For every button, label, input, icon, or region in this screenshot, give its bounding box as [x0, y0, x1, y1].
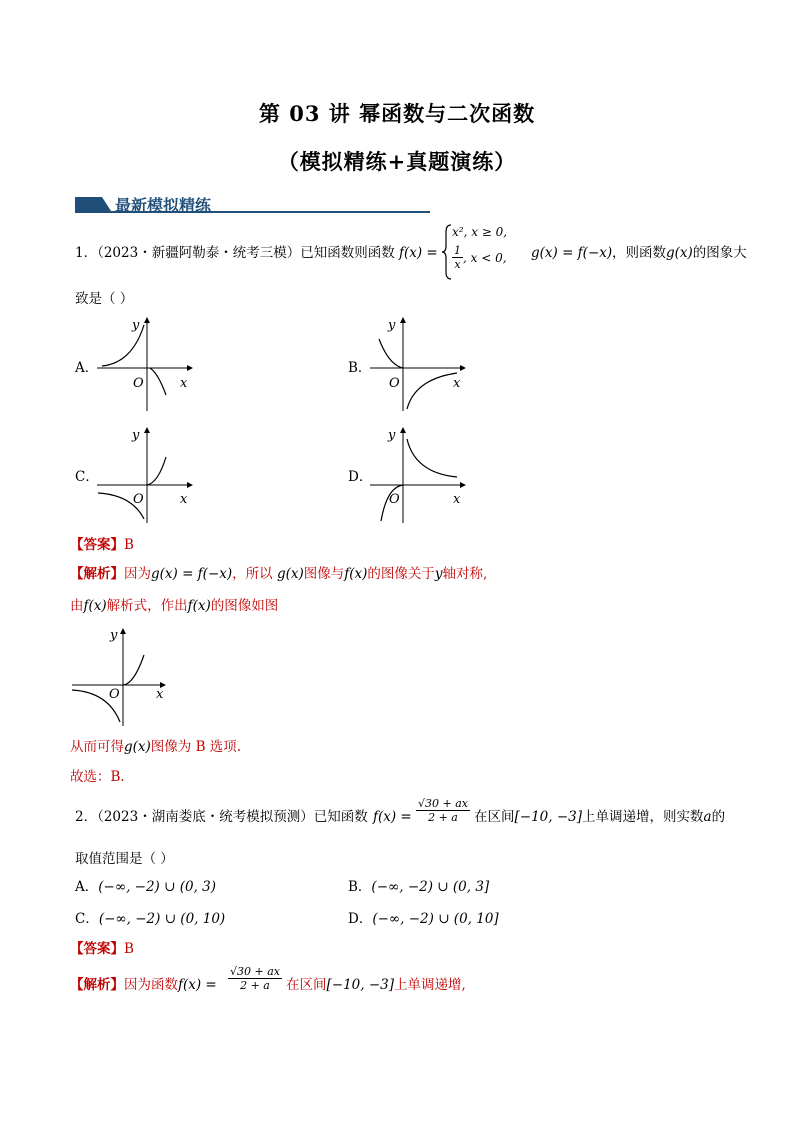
- q1-analysis-graph: [68, 622, 178, 727]
- q2-interval: [−10, −3]: [514, 809, 583, 825]
- q1-a1-y: y: [434, 566, 443, 582]
- q2-line1: [75, 808, 368, 826]
- section-header: [75, 197, 430, 219]
- q1-answer: [70, 536, 134, 554]
- q2-option-c: [75, 910, 225, 928]
- q2-analysis-frac-den: 2 + a: [240, 979, 270, 992]
- q1-a1-c: 图像与: [303, 566, 345, 582]
- q1-graph-c: [92, 423, 202, 523]
- q2-answer: [70, 940, 134, 958]
- graph-d-origin-label: O: [389, 492, 400, 507]
- q1-a3-g: g(x): [124, 739, 151, 755]
- q1-analysis-line1: [70, 565, 487, 583]
- q1-tail-b: 的图象大: [692, 245, 747, 261]
- graph-b-x-label: x: [453, 376, 461, 391]
- q2-option-d-label: D．: [348, 911, 373, 927]
- q1-graph-a: [92, 313, 202, 413]
- q1-case2-num: 1: [454, 244, 461, 257]
- q2-option-b: [348, 878, 489, 896]
- q1-source: （2023・新疆阿勒泰・统考三模）已知函数则函数: [97, 245, 395, 261]
- q1-analysis-line2: [70, 597, 278, 615]
- q2-mid: 在区间: [474, 809, 515, 825]
- q2-analysis-tag: 【解析】: [70, 977, 124, 993]
- q2-a1-tail: 上单调递增,: [394, 977, 466, 993]
- page-title: 第 03 讲 幂函数与二次函数: [258, 101, 536, 126]
- section-title: 最新模拟精练: [115, 196, 212, 215]
- q1-line1: [75, 244, 395, 262]
- q2-analysis-line1-tail: [286, 976, 466, 994]
- q2-tail: 上单调递增，则实数: [582, 809, 704, 825]
- q1-a1-g: g(x): [276, 566, 304, 582]
- q1-brace: [442, 224, 452, 280]
- q1-answer-value: B: [124, 537, 134, 553]
- q1-graph-d: [365, 423, 475, 523]
- q1-line2: 致是（ ）: [75, 291, 134, 307]
- q1-case1: x², x ≥ 0,: [452, 225, 508, 239]
- q2-source: （2023・湖南娄底・统考模拟预测）已知函数: [97, 809, 368, 825]
- graph-b-y-label: y: [388, 318, 396, 333]
- graph-a-y-label: y: [132, 318, 140, 333]
- q1-analysis-tag: 【解析】: [70, 566, 124, 582]
- analysis-graph-x-label: x: [156, 687, 164, 702]
- q2-option-d: [348, 910, 499, 928]
- q2-option-a-label: A．: [75, 879, 99, 895]
- q1-a1-f: f(x): [344, 566, 368, 582]
- q2-frac-den: 2 + a: [428, 811, 458, 824]
- q2-option-c-value: (−∞, −2) ∪ (0, 10): [98, 911, 226, 927]
- q1-option-a-label: A．: [75, 360, 99, 376]
- q1-a3: 从而可得: [70, 739, 124, 755]
- q1-number: 1．: [75, 245, 98, 261]
- graph-c-y-label: y: [132, 428, 140, 443]
- q2-option-c-label: C．: [75, 911, 99, 927]
- q2-a1-mid: 在区间: [286, 977, 327, 993]
- q1-graph-b: [365, 313, 475, 413]
- q1-option-b-label: B．: [348, 360, 372, 376]
- q1-option-c-label: C．: [75, 469, 99, 485]
- section-ribbon: [75, 197, 111, 211]
- q2-number: 2．: [75, 809, 98, 825]
- q2-analysis-frac-num: √30 + ax: [230, 965, 280, 978]
- q1-tail: [612, 244, 747, 262]
- q1-a2-b: 解析式，作出: [106, 598, 188, 614]
- q1-a2: 由: [70, 598, 84, 614]
- q2-line2: 取值范围是（ ）: [75, 851, 174, 867]
- graph-a-x-label: x: [180, 376, 188, 391]
- q1-a1-b: ，所以: [232, 566, 277, 582]
- q1-analysis-line3: [70, 738, 241, 756]
- q2-a1-int: [−10, −3]: [326, 977, 395, 993]
- q1-analysis-line4: 故选：B.: [70, 769, 125, 785]
- q2-tail2: 的: [711, 809, 726, 825]
- q2-answer-value: B: [124, 941, 134, 957]
- q2-answer-tag: 【答案】: [70, 941, 124, 957]
- q1-case2: [452, 244, 507, 271]
- q1-a1-e: 轴对称,: [442, 566, 488, 582]
- q2-option-b-value: (−∞, −2) ∪ (0, 3]: [371, 879, 490, 895]
- q2-option-d-value: (−∞, −2) ∪ (0, 10]: [372, 911, 499, 927]
- page-subtitle: （模拟精练+真题演练）: [277, 149, 517, 174]
- q1-gx: g(x) = f(−x): [531, 245, 613, 261]
- q1-a2-f2: f(x): [187, 598, 211, 614]
- q1-a1-text: 因为: [124, 566, 151, 582]
- q1-fx: f(x) =: [399, 245, 438, 261]
- q1-a2-f: f(x): [83, 598, 107, 614]
- q1-option-d-label: D．: [348, 469, 373, 485]
- q2-a1-f: f(x) =: [178, 977, 217, 993]
- graph-b-origin-label: O: [389, 376, 400, 391]
- q2-option-b-label: B．: [348, 879, 372, 895]
- q2-analysis-fraction: [228, 965, 282, 992]
- graph-c-origin-label: O: [133, 492, 144, 507]
- q1-case2-den: x: [454, 258, 461, 271]
- q2-a-var: a: [703, 809, 712, 825]
- graph-d-x-label: x: [453, 492, 461, 507]
- q1-a3-b: 图像为 B 选项.: [150, 739, 242, 755]
- q1-a2-c: 的图像如图: [210, 598, 279, 614]
- q2-analysis-line1: [70, 976, 217, 994]
- q1-gx2: g(x): [666, 245, 693, 261]
- q2-fraction: [416, 797, 470, 824]
- graph-c-x-label: x: [180, 492, 188, 507]
- q1-answer-tag: 【答案】: [70, 537, 124, 553]
- q1-a1-d: 的图像关于: [367, 566, 435, 582]
- analysis-graph-origin-label: O: [109, 687, 120, 702]
- q2-a1: 因为函数: [124, 977, 178, 993]
- graph-d-y-label: y: [388, 428, 396, 443]
- q2-option-a: [75, 878, 216, 896]
- q2-fx: f(x) =: [373, 809, 412, 825]
- q2-frac-num: √30 + ax: [418, 797, 468, 810]
- graph-a-origin-label: O: [133, 376, 144, 391]
- q2-option-a-value: (−∞, −2) ∪ (0, 3): [98, 879, 217, 895]
- q1-a1-eq: g(x) = f(−x): [151, 566, 233, 582]
- analysis-graph-y-label: y: [110, 628, 118, 643]
- q2-line1-tail: [474, 808, 725, 826]
- q1-tail-a: ，则函数: [612, 245, 666, 261]
- q1-case2-rest: , x < 0,: [463, 251, 507, 265]
